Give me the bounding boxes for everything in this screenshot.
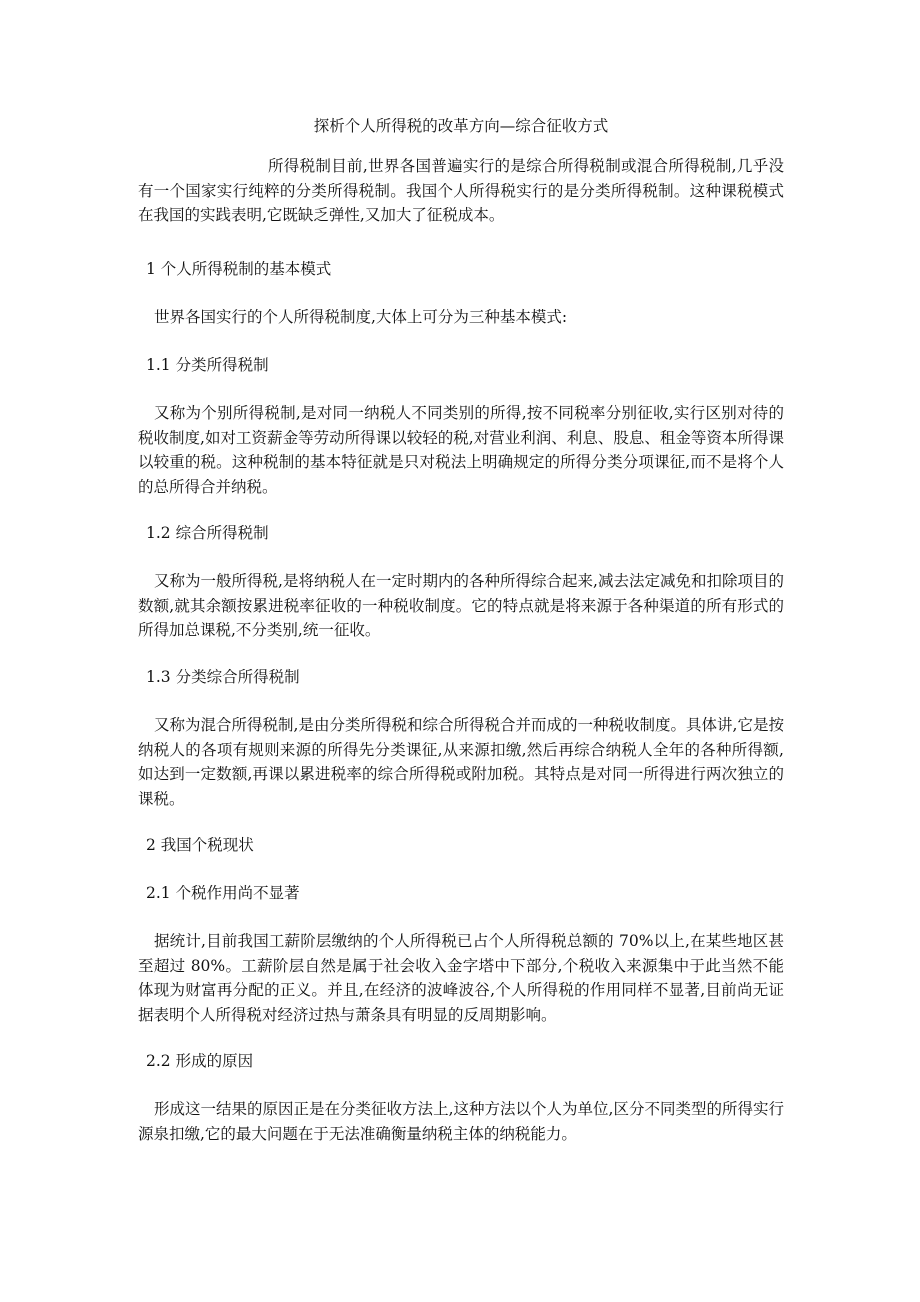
section-heading-1: 1 个人所得税制的基本模式 <box>146 260 332 278</box>
paragraph-mixed-tax: 又称为混合所得税制,是由分类所得税和综合所得税合并而成的一种税收制度。具体讲,它是按纳税人的各项有规则来源的所得先分类课征,从来源扣缴,然后再综合纳税人全年的各种所得额,如达到一定数额,再课以累进税率的综合所得税或附加税。其特点是对同一所得进行两次独立的课税。 <box>138 716 784 808</box>
section-heading-2: 2 我国个税现状 <box>146 836 254 854</box>
section-heading-2-2: 2.2 形成的原因 <box>146 1052 254 1070</box>
section-heading-1-2: 1.2 综合所得税制 <box>146 524 269 542</box>
section-heading-2-1: 2.1 个税作用尚不显著 <box>146 884 300 902</box>
paragraph-modes-intro: 世界各国实行的个人所得税制度,大体上可分为三种基本模式: <box>154 308 568 326</box>
section-heading-1-3: 1.3 分类综合所得税制 <box>146 668 300 686</box>
paragraph-tax-effect: 据统计,目前我国工薪阶层缴纳的个人所得税已占个人所得税总额的 70%以上,在某些地区甚至超过 80%。工薪阶层自然是属于社会收入金字塔中下部分,个税收入来源集中于此当然不能体现为财富再分配的正义。并且,在经济的波峰波谷,个人所得税的作用同样不显著,目前尚无证据表明个人所得税对经济过热与萧条具有明显的反周期影响。 <box>138 932 784 1024</box>
document-title: 探析个人所得税的改革方向—综合征收方式 <box>313 117 609 135</box>
intro-paragraph: 所得税制目前,世界各国普遍实行的是综合所得税制或混合所得税制,几乎没有一个国家实行纯粹的分类所得税制。我国个人所得税实行的是分类所得税制。这种课税模式在我国的实践表明,它既缺乏弹性,又加大了征税成本。 <box>138 157 784 224</box>
paragraph-classified-tax: 又称为个别所得税制,是对同一纳税人不同类别的所得,按不同税率分别征收,实行区别对待的税收制度,如对工资薪金等劳动所得课以较轻的税,对营业利润、利息、股息、租金等资本所得课以较重的税。这种税制的基本特征就是只对税法上明确规定的所得分类分项课征,而不是将个人的总所得合并纳税。 <box>138 404 784 496</box>
paragraph-causes: 形成这一结果的原因正是在分类征收方法上,这种方法以个人为单位,区分不同类型的所得实行源泉扣缴,它的最大问题在于无法准确衡量纳税主体的纳税能力。 <box>138 1100 784 1143</box>
paragraph-comprehensive-tax: 又称为一般所得税,是将纳税人在一定时期内的各种所得综合起来,减去法定减免和扣除项目的数额,就其余额按累进税率征收的一种税收制度。它的特点就是将来源于各种渠道的所有形式的所得加总课税,不分类别,统一征收。 <box>138 572 784 639</box>
section-heading-1-1: 1.1 分类所得税制 <box>146 356 269 374</box>
